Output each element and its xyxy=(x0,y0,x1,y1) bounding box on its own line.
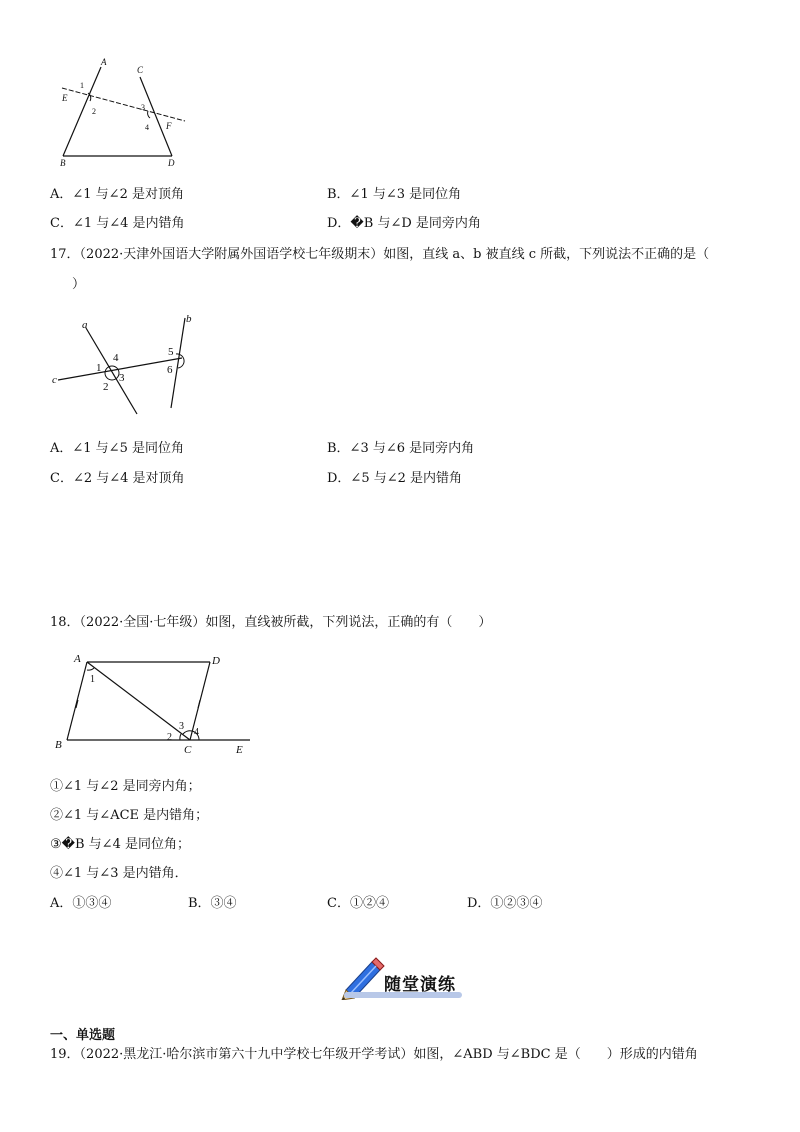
q18-angle-1: 1 xyxy=(90,674,95,685)
q18-statement-4: ④∠1 与∠3 是内错角． xyxy=(50,866,188,881)
q18-angle-4: 4 xyxy=(194,727,199,738)
q18-label-A: A xyxy=(74,653,81,665)
q19-stem: 19．（2022·黑龙江·哈尔滨市第六十九中学校七年级开学考试）如图，∠ABD 与∠BDC 是（ ）形成的内错角 xyxy=(50,1047,698,1062)
q18-figure xyxy=(50,650,255,758)
q17-figure xyxy=(50,310,210,415)
q17-label-a: a xyxy=(82,319,88,331)
q17-angle-4: 4 xyxy=(113,352,119,364)
q18-label-D: D xyxy=(212,655,220,667)
q18-label-C: C xyxy=(184,744,192,756)
q17-option-a: A．∠1 与∠5 是同位角 xyxy=(50,441,184,456)
q16-option-c: C．∠1 与∠4 是内错角 xyxy=(50,216,185,231)
q16-label-D: D xyxy=(168,158,175,168)
q18-label-E: E xyxy=(236,744,243,756)
q18-angle-2: 2 xyxy=(167,732,172,743)
q16-figure xyxy=(50,55,200,170)
q18-statement-2: ②∠1 与∠ACE 是内错角； xyxy=(50,808,209,823)
q16-label-E: E xyxy=(62,93,68,103)
q16-option-b: B．∠1 与∠3 是同位角 xyxy=(327,187,462,202)
q16-label-B: B xyxy=(60,158,66,168)
q17-option-c: C．∠2 与∠4 是对顶角 xyxy=(50,471,185,486)
practice-banner xyxy=(338,952,468,1000)
q16-label-A: A xyxy=(101,57,107,67)
q17-stem: 17．（2022·天津外国语大学附属外国语学校七年级期末）如图，直线 a、b 被直线 c 所截，下列说法不正确的是（ xyxy=(50,247,710,262)
q17-stem-continuation: ） xyxy=(72,277,86,292)
q17-option-d: D．∠5 与∠2 是内错角 xyxy=(327,471,463,486)
q16-angle-4: 4 xyxy=(145,123,149,132)
section-heading: 一、单选题 xyxy=(50,1028,116,1043)
q17-label-c: c xyxy=(52,374,57,386)
q17-angle-6: 6 xyxy=(167,364,173,376)
q16-angle-3: 3 xyxy=(141,103,145,112)
q17-angle-5: 5 xyxy=(168,346,174,358)
q17-angle-3: 3 xyxy=(119,372,125,384)
q18-option-b: B．③④ xyxy=(188,896,237,911)
q18-option-d: D．①②③④ xyxy=(467,896,543,911)
q16-angle-1: 1 xyxy=(80,81,84,90)
q18-stem: 18．（2022·全国·七年级）如图，直线被所截，下列说法，正确的有（ ） xyxy=(50,615,492,630)
q16-label-F: F xyxy=(166,121,172,131)
q17-label-b: b xyxy=(186,313,192,325)
q18-option-c: C．①②④ xyxy=(327,896,389,911)
banner-title: 随堂演练 xyxy=(384,975,456,995)
q17-angle-1: 1 xyxy=(96,362,102,374)
q18-statement-3: ③�B 与∠4 是同位角； xyxy=(50,837,190,852)
q18-label-B: B xyxy=(55,739,62,751)
q17-option-b: B．∠3 与∠6 是同旁内角 xyxy=(327,441,475,456)
q16-label-C: C xyxy=(137,65,144,75)
q16-angle-2: 2 xyxy=(92,107,96,116)
q16-option-d: D．�B 与∠D 是同旁内角 xyxy=(327,216,481,231)
q18-statement-1: ①∠1 与∠2 是同旁内角； xyxy=(50,779,201,794)
q18-option-a: A．①③④ xyxy=(50,896,112,911)
q18-angle-3: 3 xyxy=(179,721,184,732)
q17-angle-2: 2 xyxy=(103,381,109,393)
q16-option-a: A．∠1 与∠2 是对顶角 xyxy=(50,187,184,202)
